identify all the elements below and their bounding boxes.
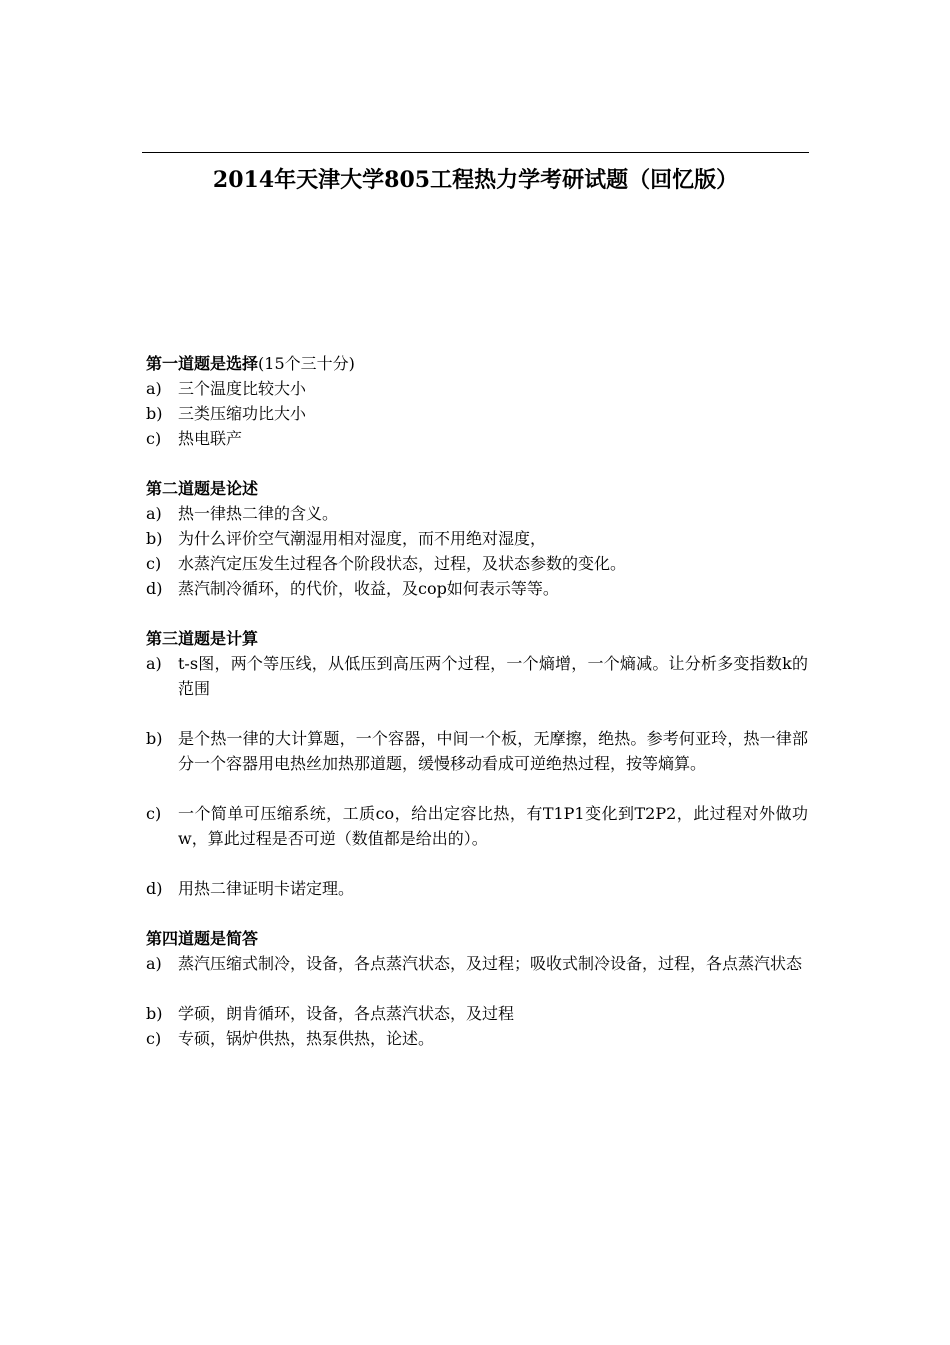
list-item — [146, 376, 808, 401]
section-note: (15个三十分) — [258, 354, 355, 373]
item-text: 热一律热二律的含义。 — [178, 504, 339, 523]
list-item — [146, 1001, 808, 1026]
item-text: 蒸汽压缩式制冷，设备，各点蒸汽状态，及过程；吸收式制冷设备，过程，各点蒸汽状态 — [178, 954, 803, 973]
item-label: d) — [146, 579, 163, 598]
list-item — [146, 426, 808, 451]
item-text: 水蒸汽定压发生过程各个阶段状态，过程，及状态参数的变化。 — [178, 554, 627, 573]
header-rule — [142, 152, 809, 153]
document-title: 2014年天津大学805工程热力学考研试题（回忆版） — [212, 167, 739, 193]
list-item — [146, 551, 808, 576]
item-label: a) — [146, 379, 162, 398]
item-label: b) — [146, 729, 163, 748]
item-text: 蒸汽制冷循环，的代价，收益，及cop如何表示等等。 — [178, 579, 559, 598]
section-short-answer — [146, 926, 808, 1051]
item-text: 是个热一律的大计算题，一个容器，中间一个板，无摩擦，绝热。参考何亚玲，热一律部分一个容器用电热丝加热那道题，缓慢移动看成可逆绝热过程，按等熵算。 — [178, 729, 808, 773]
list-item — [146, 876, 808, 901]
section-heading: 第三道题是计算 — [146, 629, 259, 648]
item-text: 三类压缩功比大小 — [178, 404, 307, 423]
item-label: d) — [146, 879, 163, 898]
section-heading: 第一道题是选择(15个三十分) — [146, 354, 355, 373]
section-calculation — [146, 626, 808, 901]
item-label: c) — [146, 1029, 162, 1048]
section-discussion — [146, 476, 808, 601]
item-label: c) — [146, 804, 162, 823]
item-label: b) — [146, 529, 163, 548]
list-item — [146, 651, 808, 701]
document-body — [146, 351, 808, 1051]
item-label: c) — [146, 554, 162, 573]
list-item — [146, 501, 808, 526]
section-heading: 第二道题是论述 — [146, 479, 259, 498]
item-text: 专硕，锅炉供热，热泵供热，论述。 — [178, 1029, 435, 1048]
list-item — [146, 951, 808, 976]
section-choice — [146, 351, 808, 451]
list-item — [146, 801, 808, 851]
item-label: c) — [146, 429, 162, 448]
item-label: a) — [146, 654, 162, 673]
item-label: b) — [146, 404, 163, 423]
list-item — [146, 526, 808, 551]
item-label: a) — [146, 504, 162, 523]
section-heading: 第四道题是简答 — [146, 929, 259, 948]
item-text: t-s图，两个等压线，从低压到高压两个过程，一个熵增，一个熵减。让分析多变指数k的范围 — [178, 654, 808, 698]
item-text: 三个温度比较大小 — [178, 379, 307, 398]
item-text: 学硕，朗肯循环，设备，各点蒸汽状态，及过程 — [178, 1004, 515, 1023]
item-text: 用热二律证明卡诺定理。 — [178, 879, 355, 898]
item-label: b) — [146, 1004, 163, 1023]
list-item — [146, 576, 808, 601]
list-item — [146, 726, 808, 776]
item-text: 热电联产 — [178, 429, 243, 448]
list-item — [146, 401, 808, 426]
list-item — [146, 1026, 808, 1051]
item-label: a) — [146, 954, 162, 973]
item-text: 为什么评价空气潮湿用相对湿度，而不用绝对湿度， — [178, 529, 547, 548]
item-text: 一个简单可压缩系统，工质co，给出定容比热，有T1P1变化到T2P2，此过程对外做功w，算此过程是否可逆（数值都是给出的）。 — [178, 804, 808, 848]
